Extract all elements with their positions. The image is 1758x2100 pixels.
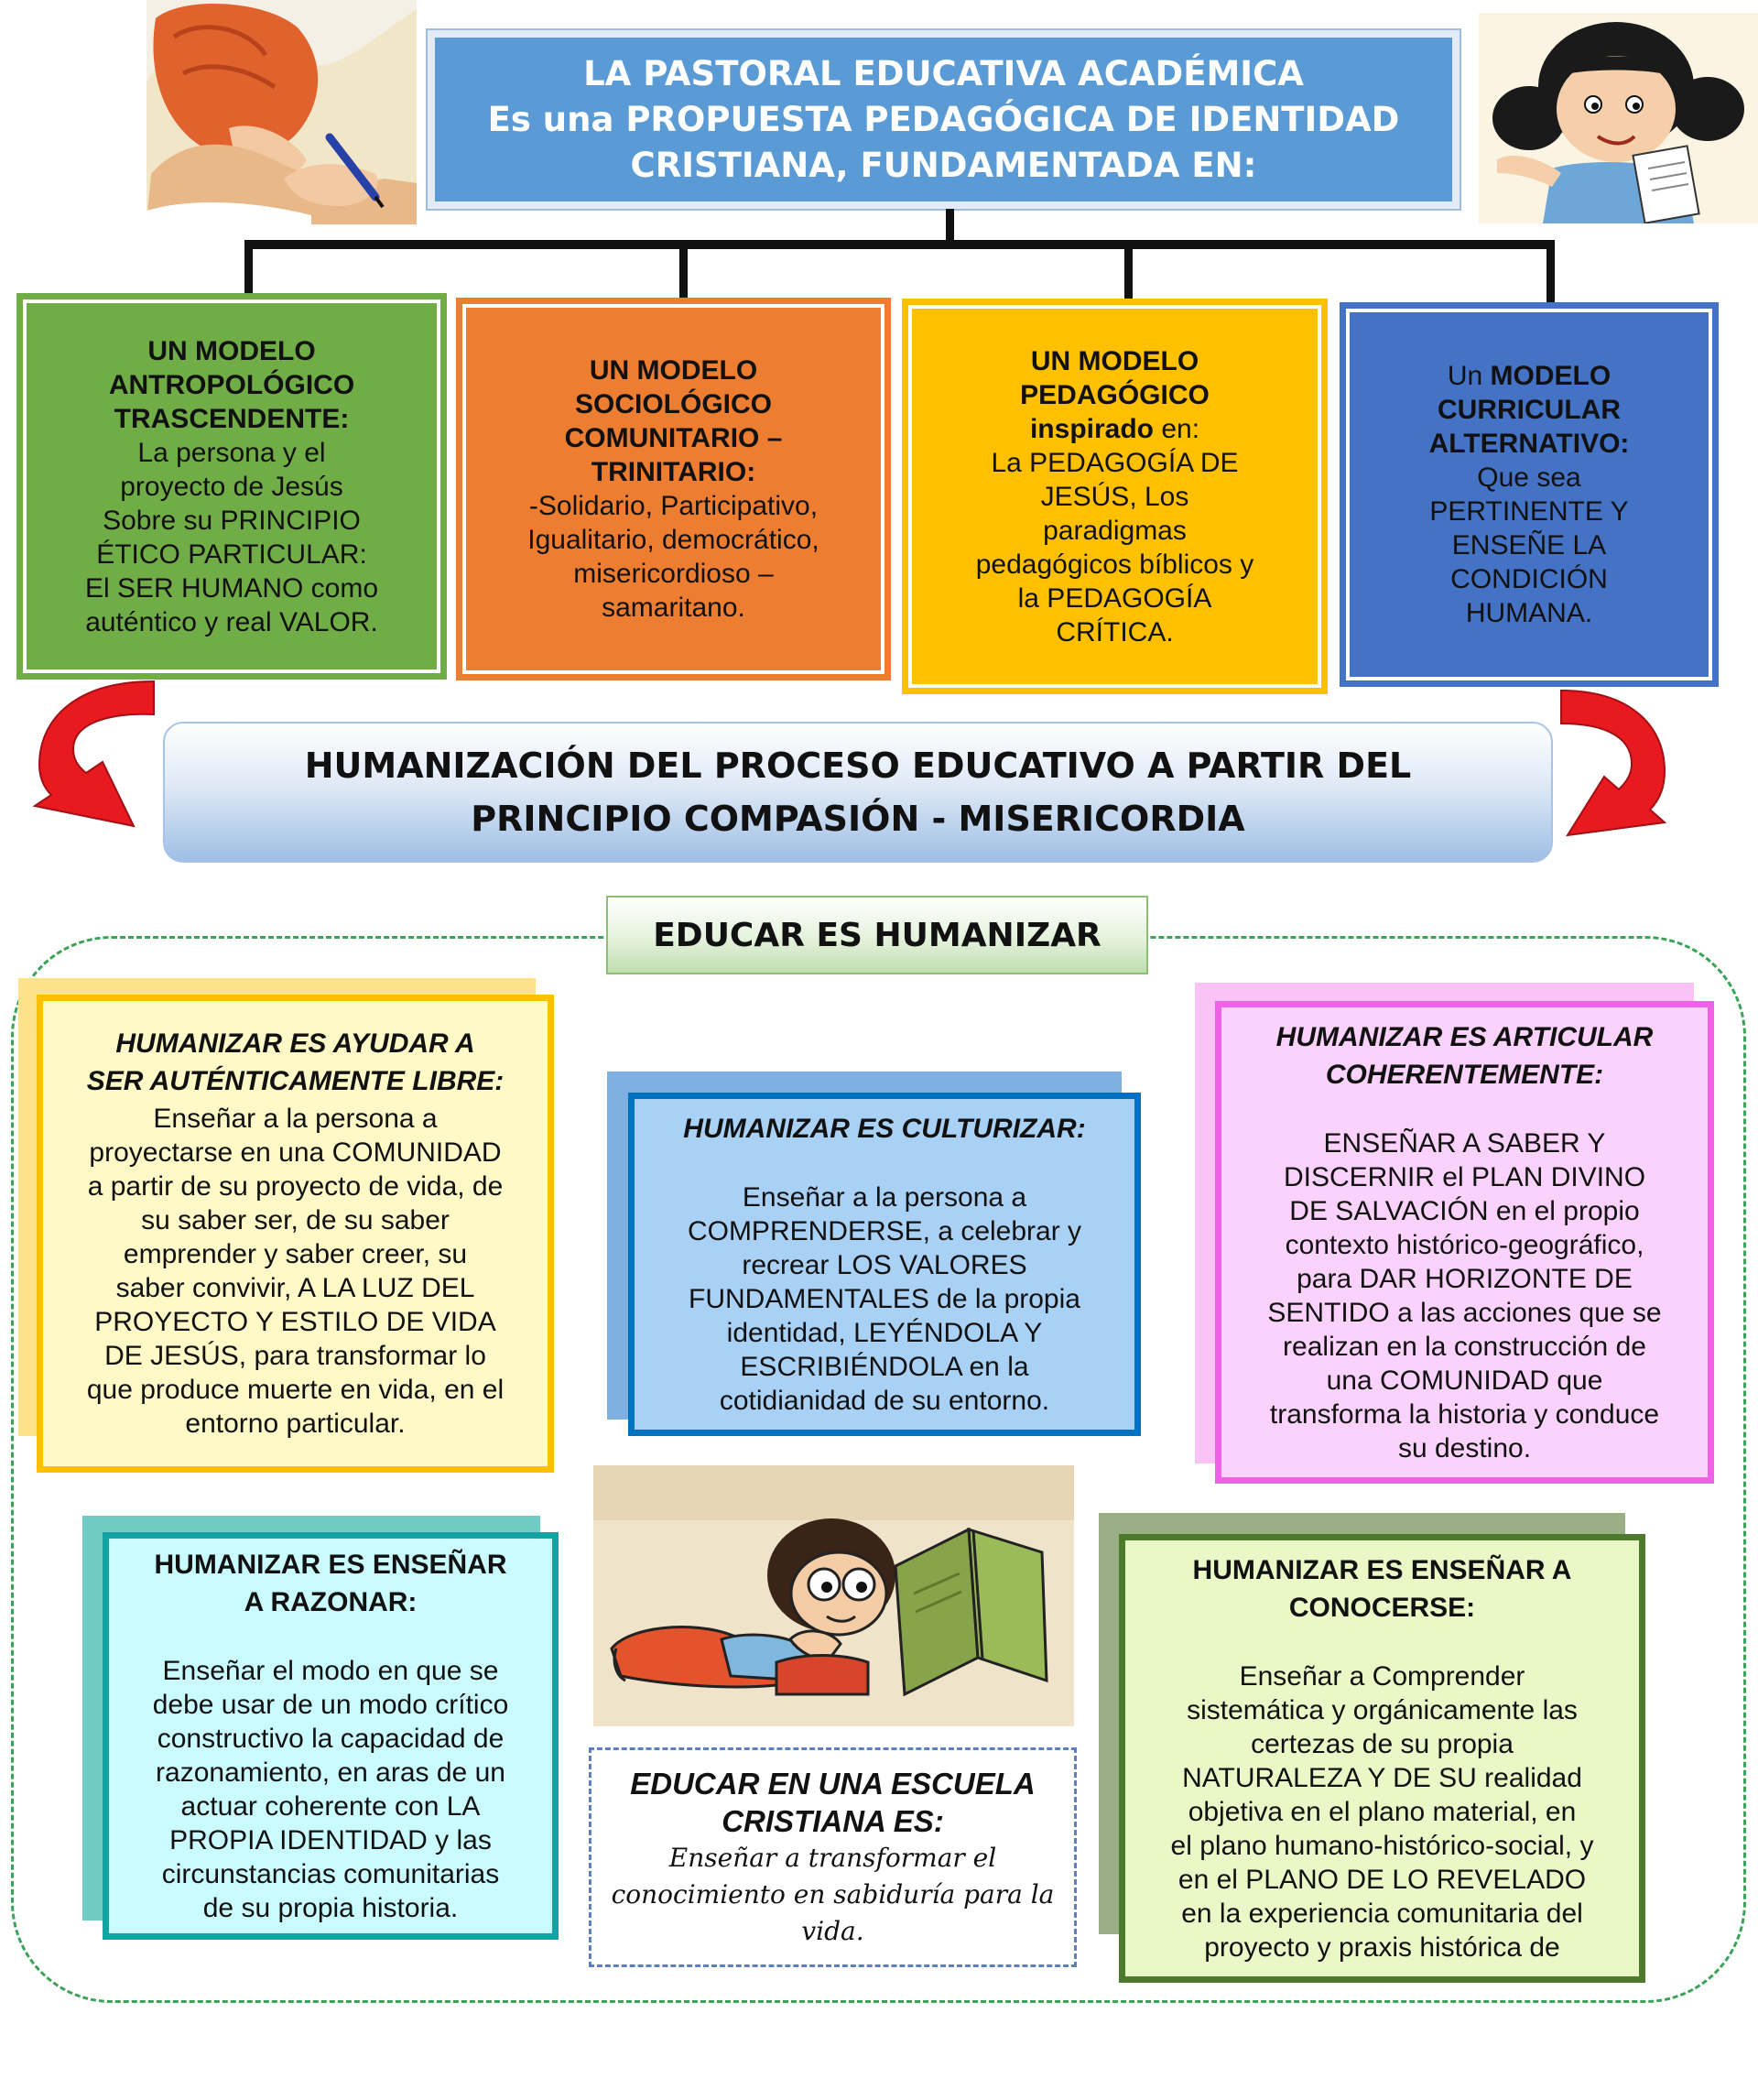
model-antropologico-title-3: TRASCENDENTE: — [114, 403, 350, 434]
girl-with-paper-illustration — [1479, 13, 1758, 223]
model-antropologico-box — [16, 293, 447, 680]
model-pedagogico-title-2: PEDAGÓGICO — [1020, 379, 1210, 410]
header-line-3: CRISTIANA, FUNDAMENTADA EN: — [630, 145, 1257, 185]
libre-body-4: su saber ser, de su saber — [141, 1205, 450, 1235]
conocerse-title-1: HUMANIZAR ES ENSEÑAR A — [1192, 1554, 1572, 1585]
articular-body-5: para DAR HORIZONTE DE — [1297, 1263, 1633, 1294]
libre-body-8: DE JESÚS, para transformar lo — [104, 1341, 486, 1371]
culturizar-body-5: identidad, LEYÉNDOLA Y — [726, 1317, 1043, 1348]
conocerse-body-5: objetiva en el plano material, en — [1188, 1796, 1577, 1827]
libre-body-5: emprender y saber creer, su — [123, 1239, 468, 1269]
educar-es-humanizar-label: EDUCAR ES HUMANIZAR — [653, 916, 1101, 954]
razonar-title-2: A RAZONAR: — [244, 1586, 418, 1617]
culturizar-body-1: Enseñar a la persona a — [742, 1181, 1027, 1213]
model-pedagogico-body-3: paradigmas — [1043, 515, 1187, 546]
libre-body-6: saber convivir, A LA LUZ DEL — [115, 1273, 475, 1303]
model-curricular-body-3: ENSEÑE LA — [1451, 530, 1607, 560]
escuela-body-2: conocimiento en sabiduría para la — [611, 1879, 1055, 1910]
connector-drop-3 — [1124, 240, 1133, 299]
model-pedagogico-body-6: CRÍTICA. — [1056, 616, 1174, 647]
model-antropologico-body-6: auténtico y real VALOR. — [85, 606, 378, 637]
model-antropologico-body-2: proyecto de Jesús — [120, 471, 343, 502]
connector-drop-4 — [1546, 240, 1555, 302]
model-pedagogico-body-1: La PEDAGOGÍA DE — [991, 447, 1239, 478]
libre-body-1: Enseñar a la persona a — [153, 1104, 438, 1134]
conocerse-body-9: proyecto y praxis histórica de — [1204, 1931, 1560, 1963]
razonar-body-8: de su propia historia. — [202, 1892, 459, 1923]
model-curricular-box — [1340, 302, 1719, 687]
conocerse-body-7: en el PLANO DE LO REVELADO — [1177, 1864, 1587, 1895]
girl-reading-icon — [1479, 13, 1758, 223]
articular-body-3: DE SALVACIÓN en el propio — [1289, 1195, 1640, 1226]
connector-bar — [244, 240, 1555, 249]
razonar-body-3: constructivo la capacidad de — [157, 1723, 505, 1754]
connector-stem — [946, 209, 954, 242]
libre-body-7: PROYECTO Y ESTILO DE VIDA — [94, 1307, 496, 1337]
model-sociologico-title-1: UN MODELO — [589, 355, 758, 386]
libre-body-2: proyectarse en una COMUNIDAD — [89, 1137, 502, 1168]
conocerse-title-2: CONOCERSE: — [1288, 1592, 1476, 1623]
model-sociologico-title-2: SOCIOLÓGICO — [574, 389, 772, 419]
curved-arrow-right-icon — [1557, 687, 1676, 852]
escuela-body-3: vida. — [801, 1916, 864, 1946]
model-curricular-body-4: CONDICIÓN — [1450, 564, 1608, 594]
articular-body-6: SENTIDO a las acciones que se — [1267, 1297, 1662, 1328]
razonar-body-2: debe usar de un modo crítico — [152, 1689, 509, 1720]
writing-child-icon — [146, 0, 417, 224]
culturizar-body-7: cotidianidad de su entorno. — [719, 1385, 1050, 1416]
model-pedagogico-body-2: JESÚS, Los — [1040, 481, 1189, 512]
model-sociologico-body-4: samaritano. — [602, 593, 745, 623]
articular-body-7: realizan en la construcción de — [1283, 1331, 1646, 1362]
header-line-2: Es una PROPUESTA PEDAGÓGICA DE IDENTIDAD — [487, 99, 1400, 139]
culturizar-body-4: FUNDAMENTALES de la propia — [689, 1283, 1080, 1314]
model-sociologico-body-1: -Solidario, Participativo, — [528, 491, 819, 521]
model-curricular-title-2: ALTERNATIVO: — [1428, 429, 1630, 459]
header-title-box — [428, 30, 1460, 209]
model-antropologico-body-3: Sobre su PRINCIPIO — [103, 505, 361, 536]
articular-title-2: COHERENTEMENTE: — [1325, 1059, 1604, 1090]
reading-kid-icon — [593, 1465, 1074, 1726]
curved-arrow-left-icon — [26, 678, 163, 833]
escuela-title-2: CRISTIANA ES: — [722, 1804, 944, 1838]
reading-kid-illustration — [593, 1465, 1074, 1726]
libre-body-3: a partir de su proyecto de vida, de — [87, 1171, 504, 1202]
libre-body-9: que produce muerte en vida, en el — [86, 1375, 505, 1405]
header-line-1: LA PASTORAL EDUCATIVA ACADÉMICA — [583, 53, 1304, 93]
writing-child-illustration — [146, 0, 417, 224]
razonar-title-1: HUMANIZAR ES ENSEÑAR — [154, 1549, 507, 1580]
model-antropologico-body-1: La persona y el — [137, 437, 326, 468]
razonar-body-6: PROPIA IDENTIDAD y las — [169, 1824, 492, 1855]
articular-body-1: ENSEÑAR A SABER Y — [1323, 1127, 1606, 1159]
humanizar-culturizar-box — [628, 1093, 1141, 1436]
conocerse-body-1: Enseñar a Comprender — [1239, 1660, 1525, 1692]
libre-title-1: HUMANIZAR ES AYUDAR A — [115, 1028, 475, 1059]
escuela-title-1: EDUCAR EN UNA ESCUELA — [630, 1767, 1036, 1801]
articular-body-9: transforma la historia y conduce — [1269, 1398, 1660, 1430]
articular-body-8: una COMUNIDAD que — [1326, 1365, 1603, 1396]
humanizar-conocerse-box — [1119, 1534, 1645, 1983]
culturizar-title-1: HUMANIZAR ES CULTURIZAR: — [683, 1113, 1086, 1144]
libre-title-2: SER AUTÉNTICAMENTE LIBRE: — [86, 1066, 505, 1096]
articular-body-4: contexto histórico-geográfico, — [1285, 1229, 1644, 1260]
model-pedagogico-box — [902, 299, 1328, 694]
conocerse-body-3: certezas de su propia — [1251, 1728, 1514, 1759]
model-sociologico-title-3: COMUNITARIO – — [564, 423, 783, 453]
razonar-body-4: razonamiento, en aras de un — [156, 1757, 505, 1788]
model-curricular-modelo: MODELO — [1490, 361, 1612, 391]
humanizar-razonar-box — [103, 1532, 559, 1940]
conocerse-body-8: en la experiencia comunitaria del — [1181, 1898, 1583, 1929]
model-curricular-body-5: HUMANA. — [1465, 598, 1593, 628]
model-curricular-body-1: Que sea — [1477, 462, 1581, 493]
connector-drop-1 — [244, 240, 253, 295]
humanizar-articular-box — [1215, 1001, 1714, 1484]
model-curricular-title-1: CURRICULAR — [1438, 395, 1621, 425]
model-pedagogico-title-1: UN MODELO — [1030, 345, 1199, 376]
model-curricular-un: Un — [1447, 361, 1491, 391]
libre-body-10: entorno particular. — [185, 1409, 406, 1439]
culturizar-body-3: recrear LOS VALORES — [742, 1249, 1027, 1280]
escuela-cristiana-box — [589, 1747, 1077, 1967]
razonar-body-1: Enseñar el modo en que se — [162, 1655, 499, 1686]
model-antropologico-title-1: UN MODELO — [147, 335, 316, 366]
articular-body-2: DISCERNIR el PLAN DIVINO — [1283, 1161, 1646, 1192]
conocerse-body-6: el plano humano-histórico-social, y — [1170, 1830, 1594, 1861]
razonar-body-5: actuar coherente con LA — [180, 1790, 481, 1822]
model-sociologico-body-3: misericordioso – — [573, 559, 774, 589]
articular-title-1: HUMANIZAR ES ARTICULAR — [1275, 1021, 1654, 1052]
connector-drop-2 — [679, 240, 688, 298]
model-curricular-body-2: PERTINENTE Y — [1429, 496, 1629, 527]
culturizar-body-6: ESCRIBIÉNDOLA en la — [740, 1351, 1029, 1382]
culturizar-body-2: COMPRENDERSE, a celebrar y — [687, 1215, 1082, 1246]
articular-body-10: su destino. — [1397, 1432, 1532, 1463]
humanizacion-line-1: HUMANIZACIÓN DEL PROCESO EDUCATIVO A PARTIR DEL — [304, 745, 1412, 786]
model-sociologico-title-4: TRINITARIO: — [591, 457, 756, 487]
conocerse-body-2: sistemática y orgánicamente las — [1187, 1694, 1578, 1725]
model-antropologico-body-5: El SER HUMANO como — [84, 572, 379, 604]
conocerse-body-4: NATURALEZA Y DE SU realidad — [1182, 1762, 1582, 1793]
model-pedagogico-en: en: — [1153, 413, 1200, 444]
educar-es-humanizar-tab — [606, 896, 1148, 974]
escuela-body-1: Enseñar a transformar el — [668, 1843, 997, 1873]
model-pedagogico-inspired: inspirado — [1029, 413, 1154, 444]
model-antropologico-body-4: ÉTICO PARTICULAR: — [96, 539, 367, 570]
humanizar-libre-box — [37, 995, 554, 1473]
model-sociologico-body-2: Igualitario, democrático, — [527, 525, 819, 555]
model-sociologico-box — [456, 298, 891, 680]
razonar-body-7: circunstancias comunitarias — [161, 1858, 500, 1889]
model-antropologico-title-2: ANTROPOLÓGICO — [108, 369, 355, 400]
model-pedagogico-body-5: la PEDAGOGÍA — [1017, 582, 1212, 614]
model-pedagogico-body-4: pedagógicos bíblicos y — [975, 549, 1254, 580]
humanizacion-banner — [163, 722, 1553, 863]
humanizacion-line-2: PRINCIPIO COMPASIÓN - MISERICORDIA — [471, 799, 1245, 839]
